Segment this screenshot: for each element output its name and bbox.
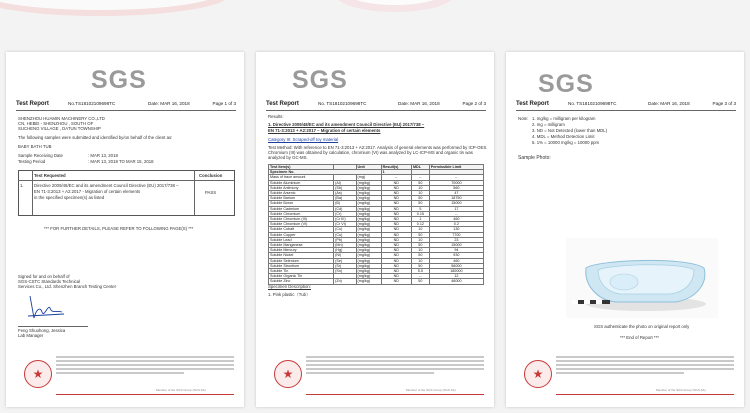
cell-item: Soluble Boron xyxy=(269,201,334,206)
test-requested-label: Test Requested xyxy=(34,173,66,178)
cell-mdl: 50 xyxy=(411,243,429,248)
cell-symbol: (Mn) xyxy=(334,243,356,248)
cell-unit: (mg/kg) xyxy=(356,180,381,185)
cell-mdl: 1 xyxy=(411,217,429,222)
cell-result: ND xyxy=(381,185,411,190)
header-rule xyxy=(266,110,486,111)
cell-symbol: (Cd) xyxy=(334,206,356,211)
cell-result: ND xyxy=(381,243,411,248)
cell-symbol: (Sn) xyxy=(334,269,356,274)
fine-print-3 xyxy=(556,364,734,366)
results-rows xyxy=(269,175,484,284)
specimen-description-label: Specimen Description: xyxy=(268,284,311,289)
fine-print-2 xyxy=(556,360,734,362)
sgs-logo: SGS xyxy=(91,66,147,94)
cell-limit: 130 xyxy=(429,227,483,232)
request-line-3: in the specified specimen(s) as listed xyxy=(34,195,105,200)
page-number: Page 3 of 3 xyxy=(712,101,736,106)
table-divider-1 xyxy=(32,170,33,215)
cell-result: ND xyxy=(381,279,411,284)
conclusion-label: Conclusion xyxy=(199,173,223,178)
cell-limit: -- xyxy=(429,211,483,216)
col-results: Result(s) xyxy=(381,165,411,170)
cell-item: Soluble Tin xyxy=(269,269,334,274)
cell-result: ND xyxy=(381,274,411,279)
cell-item: Soluble Antimony xyxy=(269,185,334,190)
cell-unit: (mg/kg) xyxy=(356,191,381,196)
cell-limit: 17 xyxy=(429,206,483,211)
col-test-items: Test Item(s) xyxy=(269,165,334,170)
cell-mdl: 10 xyxy=(411,185,429,190)
receiving-date-value: : MAR 13, 2018 xyxy=(88,153,118,158)
cell-mdl: 10 xyxy=(411,227,429,232)
report-number: No. TS18102109698TC xyxy=(318,101,367,106)
fine-print-2 xyxy=(56,360,234,362)
footer-group: Member of the SGS Group (SGS SA) xyxy=(656,388,706,392)
cell-symbol: (Sr) xyxy=(334,263,356,268)
cell-limit: 47 xyxy=(429,191,483,196)
footer-red-rule xyxy=(56,394,234,395)
note-1: 1. mg/kg = milligram per kilogram xyxy=(532,116,596,121)
cell-result: ND xyxy=(381,191,411,196)
method-line-3: analyzed by GC-MS. xyxy=(268,155,308,160)
cell-mdl: 0.12 xyxy=(411,222,429,227)
company-seal-icon: ★ xyxy=(24,360,52,388)
cell-item: Soluble Strontium xyxy=(269,263,334,268)
cell-mdl: 10 xyxy=(411,191,429,196)
cell-result: ND xyxy=(381,222,411,227)
note-4: 4. MDL = Method Detection Limit xyxy=(532,134,595,139)
cell-mdl: 50 xyxy=(411,201,429,206)
signed-line-2: SGS-CSTC Standards Technical xyxy=(18,279,81,284)
cell-mdl: 10 xyxy=(411,248,429,253)
testing-period-label: Testing Period xyxy=(18,159,46,164)
company-seal-icon: ★ xyxy=(274,360,302,388)
note-2: 2. mg = milligram xyxy=(532,122,565,127)
request-line-2: EN 71-3:2013 + A2:2017 - Migration of certain elements xyxy=(34,189,141,194)
report-page-3 xyxy=(506,52,744,407)
cell-limit: 560 xyxy=(429,185,483,190)
submission-statement: The following samples were submitted and identified by/on behalf of the client as: xyxy=(18,135,173,140)
cell-limit: 0.2 xyxy=(429,222,483,227)
cell-mdl: -- xyxy=(411,175,429,180)
cell-symbol: (Cr) xyxy=(334,211,356,216)
table-divider-2 xyxy=(194,170,195,215)
cell-result: ND xyxy=(381,258,411,263)
report-date: Date: MAR 16, 2018 xyxy=(148,101,190,106)
fine-print-1 xyxy=(56,356,234,358)
cell-limit: -- xyxy=(429,175,483,180)
col-unit: Unit xyxy=(356,165,381,170)
cell-symbol: (B) xyxy=(334,201,356,206)
cell-mdl: 5.5 xyxy=(411,269,429,274)
cell-limit: 56000 xyxy=(429,263,483,268)
cell-symbol: (Al) xyxy=(334,180,356,185)
sample-name: BABY BATH TUB xyxy=(18,144,52,149)
page-header xyxy=(516,98,736,110)
results-label: Results: xyxy=(268,114,284,119)
sample-photo-label: Sample Photo: xyxy=(518,155,551,161)
note-5: 5. 1% = 10000 mg/kg = 10000 ppm xyxy=(532,140,600,145)
row-index: 1. xyxy=(20,183,24,188)
fine-print-1 xyxy=(306,356,484,358)
fine-print-4 xyxy=(56,368,234,370)
cell-limit: 15000 xyxy=(429,201,483,206)
directive-subtitle: EN 71-3:2013 + A2:2017 – Migration of certain elements xyxy=(268,128,381,133)
cell-unit: (mg/kg) xyxy=(356,206,381,211)
top-decoration xyxy=(0,0,750,40)
cell-result: ND xyxy=(381,232,411,237)
cell-symbol: (Se) xyxy=(334,258,356,263)
company-seal-icon: ★ xyxy=(524,360,552,388)
cell-unit: (mg/kg) xyxy=(356,227,381,232)
footer-group: Member of the SGS Group (SGS SA) xyxy=(156,388,206,392)
client-line-2: CN, HEBEI - SHENZHOU , SOUTH OF xyxy=(18,121,94,126)
cell-unit: (mg/kg) xyxy=(356,185,381,190)
cell-unit: (mg/kg) xyxy=(356,269,381,274)
client-line-1: SHENZHOU HUAMIN MACHINERY CO.,LTD xyxy=(18,116,105,121)
cell-item: Mass of trace amount xyxy=(269,175,334,180)
report-title: Test Report xyxy=(16,101,49,107)
cell-limit: 7700 xyxy=(429,232,483,237)
cell-result: ND xyxy=(381,211,411,216)
cell-item: Soluble Barium xyxy=(269,196,334,201)
cell-symbol: (Cr VI) xyxy=(334,222,356,227)
report-number: No.TS18102109698TC xyxy=(68,101,116,106)
cell-symbol: (Pb) xyxy=(334,237,356,242)
specimen-description: 1. Pink plastic（Tub） xyxy=(268,292,311,297)
signer-name: Feng Shuohong, Jessica xyxy=(18,328,66,333)
cell-mdl: -- xyxy=(411,274,429,279)
cell-mdl: 10 xyxy=(411,258,429,263)
cell-result: ND xyxy=(381,196,411,201)
col-mdl: MDL xyxy=(411,165,429,170)
fine-print-1 xyxy=(556,356,734,358)
notes-label: Note: xyxy=(518,116,529,121)
cell-unit: (mg/kg) xyxy=(356,248,381,253)
cell-item: Soluble Chromium (VI) xyxy=(269,222,334,227)
fine-print-5 xyxy=(556,372,684,374)
cell-item: Soluble Chromium (III) xyxy=(269,217,334,222)
cell-limit: 460 xyxy=(429,258,483,263)
fine-print-3 xyxy=(56,364,234,366)
report-number: No. TS18102109698TC xyxy=(568,101,617,106)
header-rule xyxy=(516,110,736,111)
further-details-note: *** FOR FURTHER DETAILS, PLEASE REFER TO FOLLOWING PAGE(S) *** xyxy=(44,226,194,231)
specimen-label: Specimen No. xyxy=(269,170,382,175)
cell-symbol: (Cr III) xyxy=(334,217,356,222)
cell-limit: 15000 xyxy=(429,243,483,248)
report-page-1 xyxy=(6,52,244,407)
cell-result: -- xyxy=(381,175,411,180)
cell-limit: 94 xyxy=(429,248,483,253)
cell-limit: 18750 xyxy=(429,196,483,201)
cell-item: Soluble Mercury xyxy=(269,248,334,253)
request-line-1: Directive 2009/48/EC and its amendment Council Directive (EU) 2017/738 – xyxy=(34,183,179,188)
end-of-report: *** End of Report *** xyxy=(620,335,659,340)
cell-unit: (mg/kg) xyxy=(356,258,381,263)
results-table xyxy=(268,164,484,285)
page-header xyxy=(266,98,486,110)
footer-red-rule xyxy=(556,394,734,395)
method-line-2: Chromium (III) was obtained by calculation, chromium (VI) was analyzed by LC-ICP-MS and organic tin was xyxy=(268,150,473,155)
cell-unit: (mg) xyxy=(356,175,381,180)
cell-item: Soluble Cobalt xyxy=(269,227,334,232)
cell-result: ND xyxy=(381,248,411,253)
signer-title: Lab Manager xyxy=(18,333,44,338)
cell-mdl: 50 xyxy=(411,279,429,284)
report-date: Date: MAR 16, 2018 xyxy=(398,101,440,106)
cell-unit: (mg/kg) xyxy=(356,243,381,248)
cell-item: Soluble Manganese xyxy=(269,243,334,248)
footer-group: Member of the SGS Group (SGS SA) xyxy=(406,388,456,392)
fine-print-5 xyxy=(56,372,184,374)
cell-symbol: (Ni) xyxy=(334,253,356,258)
cell-mdl: 50 xyxy=(411,180,429,185)
signed-line-3: Services Co., Ltd. Shenzhen Branch Testing Center xyxy=(18,284,117,289)
header-rule xyxy=(16,110,236,111)
fine-print-4 xyxy=(556,368,734,370)
cell-unit: (mg/kg) xyxy=(356,211,381,216)
cell-mdl: 50 xyxy=(411,263,429,268)
signature-rule xyxy=(18,326,88,327)
footer-red-rule xyxy=(306,394,484,395)
report-title: Test Report xyxy=(266,101,299,107)
cell-limit: 460 xyxy=(429,217,483,222)
report-title: Test Report xyxy=(516,101,549,107)
cell-result: ND xyxy=(381,206,411,211)
report-page-2 xyxy=(256,52,494,407)
cell-item: Soluble Copper xyxy=(269,232,334,237)
fine-print-4 xyxy=(306,368,484,370)
cell-unit: (mg/kg) xyxy=(356,263,381,268)
cell-symbol: (Cu) xyxy=(334,232,356,237)
cell-mdl: 50 xyxy=(411,196,429,201)
photo-authentication-note: SGS authenticate the photo on original report only xyxy=(594,324,690,329)
cell-result: ND xyxy=(381,237,411,242)
cell-symbol: (Sb) xyxy=(334,185,356,190)
cell-item: Soluble Aluminium xyxy=(269,180,334,185)
cell-item: Soluble Chromium xyxy=(269,211,334,216)
conclusion-pass: PASS xyxy=(205,190,217,195)
cell-mdl: 5 xyxy=(411,206,429,211)
signature-icon xyxy=(24,292,70,322)
cell-result: ND xyxy=(381,227,411,232)
cell-mdl: 10 xyxy=(411,237,429,242)
cell-item: Soluble Nickel xyxy=(269,253,334,258)
cell-result: ND xyxy=(381,269,411,274)
cell-limit: 930 xyxy=(429,253,483,258)
cell-unit: (mg/kg) xyxy=(356,274,381,279)
cell-limit: 12 xyxy=(429,274,483,279)
cell-limit: 23 xyxy=(429,237,483,242)
category-line: Category III: Scraped-off toy material xyxy=(268,137,339,142)
receiving-date-label: Sample Receiving Date xyxy=(18,153,63,158)
cell-item: Soluble Organic Tin xyxy=(269,274,334,279)
cell-item: Soluble Cadmium xyxy=(269,206,334,211)
cell-result: ND xyxy=(381,180,411,185)
testing-period-value: : MAR 13, 2018 TO MAR 15, 2018 xyxy=(88,159,154,164)
note-3: 3. ND = Not Detected (lower than MDL) xyxy=(532,128,608,133)
client-line-3: SUCHENG VILLAGE , DATUN TOWNSHIP xyxy=(18,126,101,131)
cell-result: ND xyxy=(381,217,411,222)
cell-result: ND xyxy=(381,253,411,258)
cell-limit: 46000 xyxy=(429,279,483,284)
cell-item: Soluble Arsenic xyxy=(269,191,334,196)
cell-unit: (mg/kg) xyxy=(356,279,381,284)
cell-result: ND xyxy=(381,263,411,268)
cell-mdl: 50 xyxy=(411,253,429,258)
cell-item: Soluble Zinc xyxy=(269,279,334,284)
page-number: Page 1 of 3 xyxy=(212,101,236,106)
report-date: Date: MAR 16, 2018 xyxy=(648,101,690,106)
cell-limit: 180000 xyxy=(429,269,483,274)
cell-result: ND xyxy=(381,201,411,206)
cell-unit: (mg/kg) xyxy=(356,201,381,206)
cell-unit: (mg/kg) xyxy=(356,217,381,222)
cell-unit: (mg/kg) xyxy=(356,253,381,258)
cell-symbol: (Co) xyxy=(334,227,356,232)
fine-print-2 xyxy=(306,360,484,362)
cell-mdl: 50 xyxy=(411,232,429,237)
cell-item: Soluble Lead xyxy=(269,237,334,242)
directive-title: 1. Directive 2009/48/EC and its amendment Council Directive (EU) 2017/738 – xyxy=(268,122,425,127)
cell-symbol: (Ba) xyxy=(334,196,356,201)
cell-symbol: (Hg) xyxy=(334,248,356,253)
fine-print-3 xyxy=(306,364,484,366)
cell-limit: 70000 xyxy=(429,180,483,185)
signed-line-1: Signed for and on behalf of xyxy=(18,274,70,279)
cell-unit: (mg/kg) xyxy=(356,232,381,237)
cell-unit: (mg/kg) xyxy=(356,237,381,242)
page-number: Page 2 of 3 xyxy=(462,101,486,106)
bath-tub-image xyxy=(566,238,718,318)
method-line-1: Test Method: With reference to EN 71-3:2013 + A2:2017. Analysis of general elements was performed by ICP-OES. xyxy=(268,145,488,150)
cell-unit: (mg/kg) xyxy=(356,222,381,227)
page-header xyxy=(16,98,236,110)
cell-mdl: 0.15 xyxy=(411,211,429,216)
cell-symbol: (As) xyxy=(334,191,356,196)
cell-unit: (mg/kg) xyxy=(356,196,381,201)
sgs-logo: SGS xyxy=(292,66,348,94)
cell-item: Soluble Selenium xyxy=(269,258,334,263)
sgs-logo: SGS xyxy=(538,70,594,98)
col-limit: Permissible Limit xyxy=(429,165,483,170)
specimen-number: 1 xyxy=(381,170,411,175)
fine-print-5 xyxy=(306,372,434,374)
cell-symbol: (Zn) xyxy=(334,279,356,284)
sample-photo xyxy=(566,238,718,318)
table-header-rule xyxy=(18,180,234,181)
